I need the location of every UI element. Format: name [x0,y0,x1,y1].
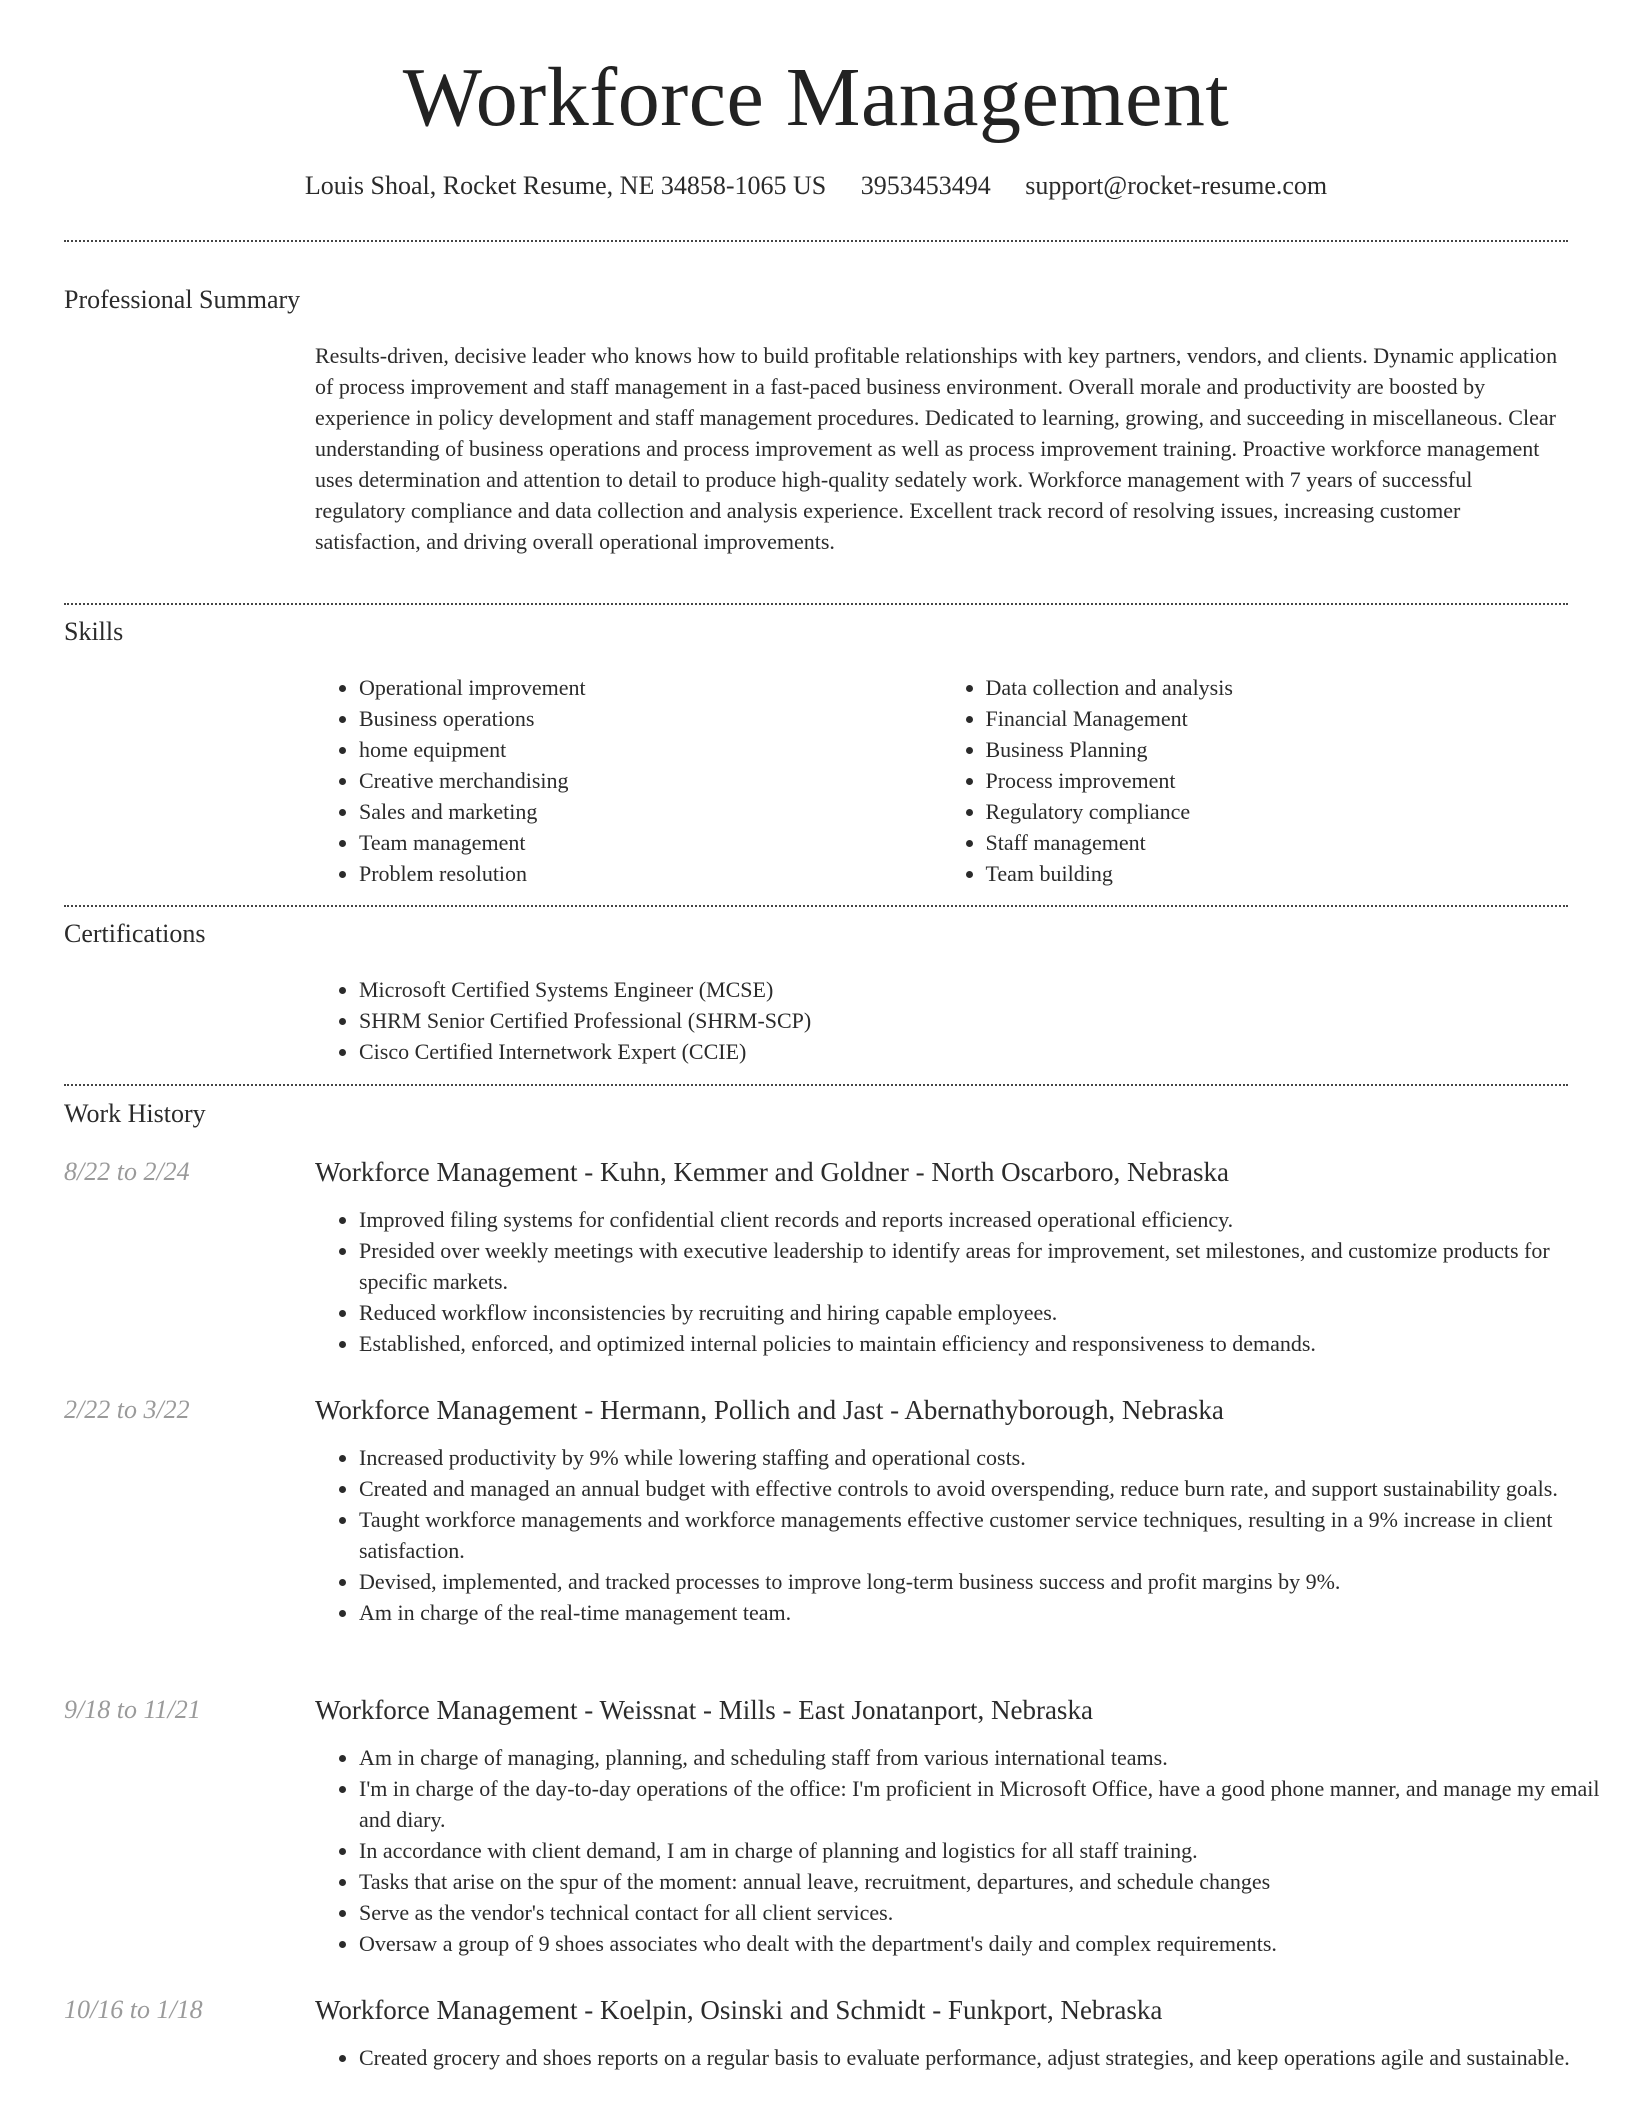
contact-line [64,170,1568,202]
contact-phone: 3953453494 [860,171,991,200]
section-title-skills: Skills [64,617,124,646]
skill-item: • Business operations [359,703,942,734]
job-title: Workforce Management - Hermann, Pollich and Jast - Abernathyborough, Nebraska [315,1395,1224,1425]
section-title-work-history: Work History [64,1099,206,1128]
certification-item: • Cisco Certified Internetwork Expert (CCIE) [359,1036,1568,1067]
skill-item: • Team building [986,858,1569,889]
job-bullet: • Devised, implemented, and tracked processes to improve long-term business success and profit margins by 9%. [359,1566,1612,1597]
job-bullet: • Am in charge of managing, planning, and scheduling staff from various international teams. [359,1742,1612,1773]
job-title: Workforce Management - Koelpin, Osinski and Schmidt - Funkport, Nebraska [315,1995,1163,2025]
certification-item: • SHRM Senior Certified Professional (SHRM-SCP) [359,1005,1568,1036]
contact-email: support@rocket-resume.com [1025,171,1328,200]
job-date: 8/22 to 2/24 [64,1157,190,1186]
divider [64,240,1568,242]
skill-item: • Sales and marketing [359,796,942,827]
skills-column-right [942,672,1569,889]
job-bullet: • Established, enforced, and optimized internal policies to maintain efficiency and responsiveness to demands. [359,1328,1612,1359]
job-bullet: • I'm in charge of the day-to-day operations of the office: I'm proficient in Microsoft Office, have a good phone manner, and manage my email and diary. [359,1773,1612,1835]
skills-list [315,672,1568,889]
summary-body [315,340,1568,557]
job-title: Workforce Management - Weissnat - Mills - East Jonatanport, Nebraska [315,1695,1093,1725]
job-bullet: • Reduced workflow inconsistencies by recruiting and hiring capable employees. [359,1297,1612,1328]
job-bullets [315,1204,1612,1359]
skill-item: • Problem resolution [359,858,942,889]
job-title: Workforce Management - Kuhn, Kemmer and Goldner - North Oscarboro, Nebraska [315,1157,1230,1187]
certifications-list [315,974,1568,1067]
skill-item: • Financial Management [986,703,1569,734]
page-title: Workforce Management [402,51,1230,144]
summary-text: Results-driven, decisive leader who knows how to build profitable relationships with key partners, vendors, and clients. Dynamic application of process improvement and staff management in a fast-paced business environment. Overall morale and productivity are boosted by experience in policy development and staff management procedures. Dedicated to learning, growing, and succeeding in miscellaneous. Clear understanding of business operations and process improvement as well as process improvement training. Proactive workforce management uses determination and attention to detail to produce high-quality sedately work. Workforce management with 7 years of successful regulatory compliance and data collection and analysis experience. Excellent track record of resolving issues, increasing customer satisfaction, and driving overall operational improvements. [315,343,1558,554]
job-bullet: • Created and managed an annual budget with effective controls to avoid overspending, reduce burn rate, and support sustainability goals. [359,1473,1612,1504]
job-date: 9/18 to 11/21 [64,1695,201,1724]
section-title-certifications: Certifications [64,919,206,948]
skill-item: • home equipment [359,734,942,765]
skill-item: • Creative merchandising [359,765,942,796]
job-bullet: • Created grocery and shoes reports on a regular basis to evaluate performance, adjust strategies, and keep operations agile and sustainable. [359,2042,1612,2073]
job-bullet: • Oversaw a group of 9 shoes associates who dealt with the department's daily and complex requirements. [359,1928,1612,1959]
skill-item: • Operational improvement [359,672,942,703]
job-bullet: • Increased productivity by 9% while lowering staffing and operational costs. [359,1442,1612,1473]
skill-item: • Data collection and analysis [986,672,1569,703]
divider [64,1084,1568,1086]
job-date: 2/22 to 3/22 [64,1395,190,1424]
job-bullet: • Serve as the vendor's technical contact for all client services. [359,1897,1612,1928]
job-date: 10/16 to 1/18 [64,1995,203,2024]
skill-item: • Process improvement [986,765,1569,796]
skill-item: • Team management [359,827,942,858]
divider [64,603,1568,605]
skills-column-left [315,672,942,889]
job-bullet: • Am in charge of the real-time management team. [359,1597,1612,1628]
certification-item: • Microsoft Certified Systems Engineer (MCSE) [359,974,1568,1005]
contact-address: Louis Shoal, Rocket Resume, NE 34858-1065 US [304,171,827,200]
job-bullet: • Presided over weekly meetings with executive leadership to identify areas for improvement, set milestones, and customize products for specific markets. [359,1235,1612,1297]
job-bullets [315,1742,1612,1959]
skill-item: • Business Planning [986,734,1569,765]
job-bullet: • Tasks that arise on the spur of the moment: annual leave, recruitment, departures, and schedule changes [359,1866,1612,1897]
job-bullet: • In accordance with client demand, I am in charge of planning and logistics for all staff training. [359,1835,1612,1866]
job-bullet: • Taught workforce managements and workforce managements effective customer service techniques, resulting in a 9% increase in client satisfaction. [359,1504,1612,1566]
skill-item: • Regulatory compliance [986,796,1569,827]
job-bullets [315,2042,1612,2073]
skill-item: • Staff management [986,827,1569,858]
job-bullet: • Improved filing systems for confidential client records and reports increased operational efficiency. [359,1204,1612,1235]
divider [64,905,1568,907]
job-bullets [315,1442,1612,1628]
section-title-summary: Professional Summary [64,285,301,314]
